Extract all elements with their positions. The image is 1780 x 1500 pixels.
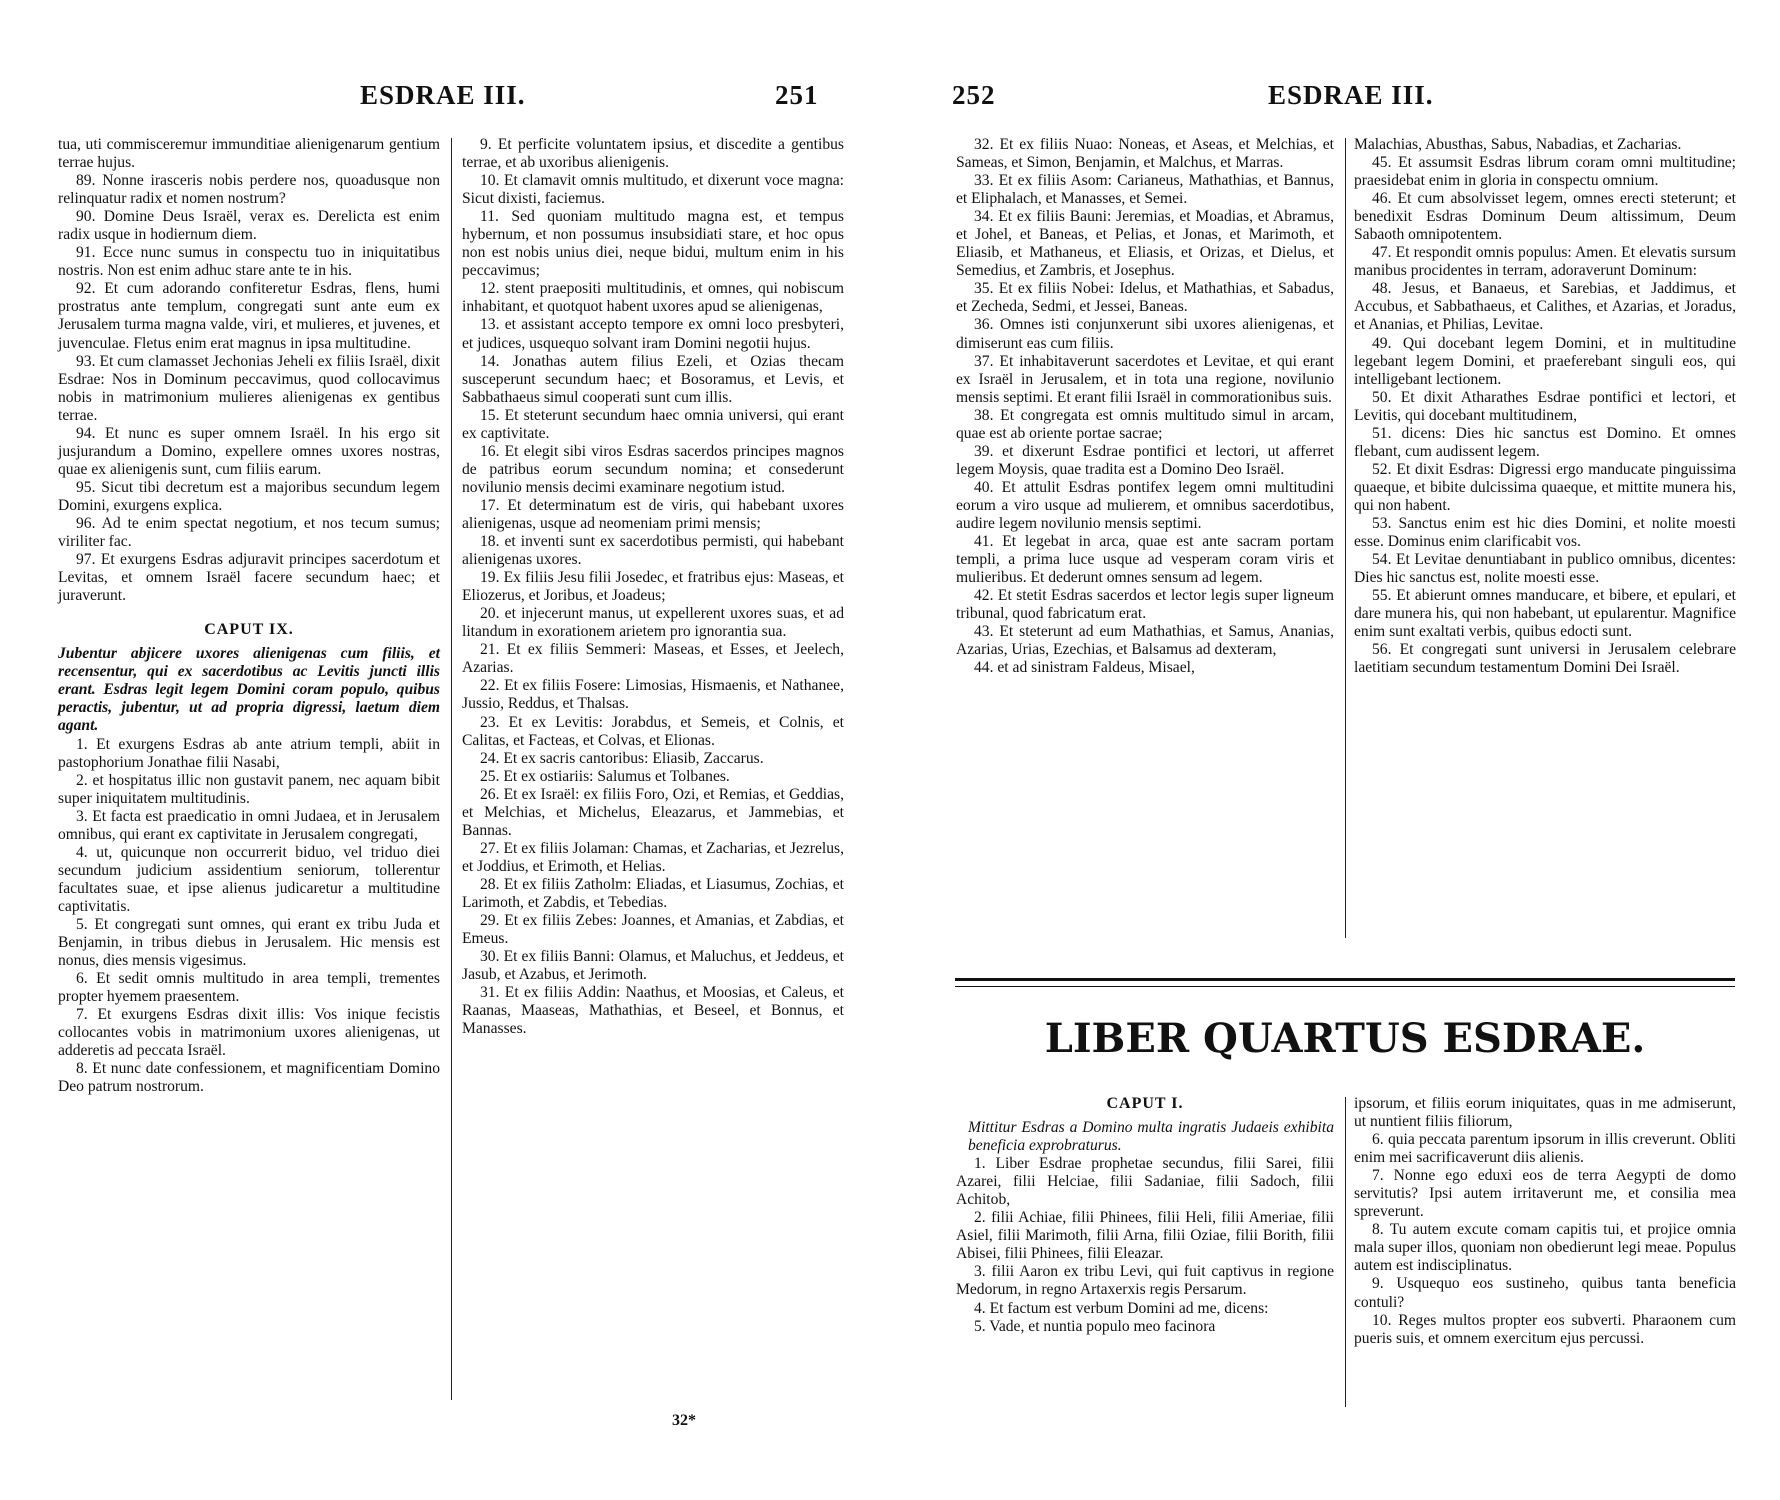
- verse: 9. Usquequo eos sustineho, quibus tanta beneficia contuli?: [1354, 1275, 1736, 1311]
- verse: 1. Liber Esdrae prophetae secundus, filii Sarei, filii Azarei, filii Helciae, filii Sadaniae, filii Sadoch, filii Achitob,: [956, 1155, 1334, 1209]
- verse: 25. Et ex ostiariis: Salumus et Tolbanes.: [480, 767, 730, 785]
- verse: 42. Et stetit Esdras sacerdos et lector legis super ligneum tribunal, quod fabricatum erat.: [956, 587, 1334, 623]
- right-column-1: [956, 136, 1334, 677]
- verse: 41. Et legebat in arca, quae est ante sacram portam templi, a prima luce usque ad vesperam coram viris et mulieribus. Et dederunt omnes sensum ad legem.: [956, 533, 1334, 587]
- left-col1-verses-a: [58, 136, 440, 605]
- verse: tua, uti commisceremur immunditiae alienigenarum gentium terrae hujus.: [58, 136, 440, 172]
- verse: 11. Sed quoniam multitudo magna est, et tempus hybernum, et non possumus insubsidiati stare, et hoc opus non est nobis unius diei, neque bidui, multum enim in his peccavimus;: [462, 208, 844, 280]
- verse: Malachias, Abusthas, Sabus, Nabadias, et Zacharias.: [1354, 136, 1682, 153]
- right-page-number: 252: [952, 80, 996, 110]
- caput-ix-summary: Jubentur abjicere uxores alienigenas cum filiis, et recensentur, qui ex sacerdotibus ac Levitis juncti illis erant. Esdras legit legem Domini coram populo, quibus peractis, jubentur, ut ad propria digressi, laetum diem agant.: [58, 645, 440, 735]
- liber-quartus-column-2: [1354, 1095, 1736, 1348]
- verse: 15. Et steterunt secundum haec omnia universi, qui erant ex captivitate.: [462, 406, 844, 442]
- verse: 26. Et ex Israël: ex filiis Foro, Ozi, et Remias, et Geddias, et Melchias, et Michelus, Eleazarus, et Jammebias, et Bannas.: [462, 785, 844, 839]
- verse: 32. Et ex filiis Nuao: Noneas, et Aseas, et Melchias, et Sameas, et Simon, Benjamin, et Malchus, et Marras.: [956, 136, 1334, 172]
- verse: 93. Et cum clamasset Jechonias Jeheli ex filiis Israël, dixit Esdrae: Nos in Dominum peccavimus, quod collocavimus nobis in matrimonium mulieres alienigenas ex gentibus terrae.: [58, 352, 440, 424]
- verse: 30. Et ex filiis Banni: Olamus, et Maluchus, et Jeddeus, et Jasub, et Azabus, et Jerimoth.: [462, 948, 844, 984]
- verse: 92. Et cum adorando confiteretur Esdras, flens, humi prostratus ante templum, congregati sunt ante eum ex Jerusalem turma magna valde, viri, et mulieres, et juvenes, et juvenculae. Fletus enim erat magnus in ipsa multitudine.: [58, 280, 440, 352]
- verse: 20. et injecerunt manus, ut expellerent uxores suas, et ad litandum in exorationem arietem pro ignorantia sua.: [462, 605, 844, 641]
- book-title: LIBER QUARTUS ESDRAE.: [1044, 1015, 1646, 1062]
- verse: 40. Et attulit Esdras pontifex legem omni multitudini eorum a viro usque ad mulierem, et omnibus sacerdotibus, audire legem novilunio mensis septimi.: [956, 478, 1334, 532]
- verse: 35. Et ex filiis Nobei: Idelus, et Mathathias, et Sabadus, et Zecheda, Sedmi, et Jessei, Baneas.: [956, 280, 1334, 316]
- verse: 45. Et assumsit Esdras librum coram omni multitudine; praesidebat enim in gloria in conspectu omnium.: [1354, 154, 1736, 190]
- verse: 96. Ad te enim spectat negotium, et nos tecum sumus; viriliter fac.: [58, 514, 440, 551]
- signature-mark: 32*: [672, 1412, 696, 1429]
- left-column-divider: [451, 138, 452, 1400]
- verse: 51. dicens: Dies hic sanctus est Domino. Et omnes flebant, cum audissent legem.: [1354, 424, 1736, 460]
- verse: 13. et assistant accepto tempore ex omni loco presbyteri, et judices, usquequo solvant iram Domini negotii hujus.: [462, 316, 844, 352]
- verse: 17. Et determinatum est de viris, qui habebant uxores alienigenas, usque ad neomeniam primi mensis;: [462, 496, 844, 532]
- verse: 6. Et sedit omnis multitudo in area templi, trementes propter hyemem praesentem.: [58, 970, 440, 1006]
- right-header-title: ESDRAE III.: [1268, 80, 1434, 110]
- verse: 5. Vade, et nuntia populo meo facinora: [974, 1317, 1216, 1335]
- liber-col1-verses: [956, 1155, 1334, 1335]
- verse: 90. Domine Deus Israël, verax es. Derelicta est enim radix usque in hodiernum diem.: [58, 208, 440, 244]
- verse: 4. ut, quicunque non occurrerit biduo, vel triduo diei secundum judicium assidentium seniorum, tollerentur facultates suae, et ipse alienus judicaretur a multitudine captivitatis.: [58, 843, 440, 915]
- verse: 37. Et inhabitaverunt sacerdotes et Levitae, et qui erant ex Israël in Jerusalem, et in tota una regione, novilunio mensis septimi. Et erant filii Israël in commorationibus suis.: [956, 352, 1334, 406]
- verse: 44. et ad sinistram Faldeus, Misael,: [974, 659, 1195, 677]
- verse: 50. Et dixit Atharathes Esdrae pontifici et lectori, et Levitis, qui docebant multitudinem,: [1354, 388, 1736, 424]
- verse: 31. Et ex filiis Addin: Naathus, et Moosias, et Caleus, et Raanas, Maaseas, Mathathias, et Beseel, et Bonnus, et Manasses.: [462, 984, 844, 1038]
- verse: 46. Et cum absolvisset legem, omnes erecti steterunt; et benedixit Esdras Dominum Deum altissimum, Deum Sabaoth omnipotentem.: [1354, 190, 1736, 244]
- verse: 6. quia peccata parentum ipsorum in illis creverunt. Obliti enim mei sacrificaverunt diis alienis.: [1354, 1131, 1736, 1167]
- right-column-2: [1354, 136, 1736, 677]
- verse: 4. Et factum est verbum Domini ad me, dicens:: [974, 1299, 1269, 1317]
- verse: 28. Et ex filiis Zatholm: Eliadas, et Liasumus, Zochias, et Larimoth, et Zabdis, et Tebedias.: [462, 875, 844, 911]
- liber-quartus-column-1: [956, 1095, 1334, 1336]
- verse: ipsorum, et filiis eorum iniquitates, quas in me admiserunt, ut nuntient filiis filiorum,: [1354, 1095, 1736, 1131]
- left-col2-verses: [462, 136, 844, 1038]
- left-col1-verses-b: [58, 736, 440, 1097]
- verse: 36. Omnes isti conjunxerunt sibi uxores alienigenas, et dimiserunt eas cum filiis.: [956, 316, 1334, 352]
- verse: 56. Et congregati sunt universi in Jerusalem celebrare laetitiam secundum testamentum Domini Dei Israël.: [1354, 641, 1736, 677]
- verse: 21. Et ex filiis Semmeri: Maseas, et Esses, et Jeelech, Azarias.: [462, 641, 844, 677]
- verse: 19. Ex filiis Jesu filii Josedec, et fratribus ejus: Maseas, et Eliozerus, et Joribus, et Joadeus;: [462, 569, 844, 605]
- verse: 24. Et ex sacris cantoribus: Eliasib, Zaccarus.: [480, 749, 764, 767]
- verse: 10. Reges multos propter eos subverti. Pharaonem cum pueris suis, et omnem exercitum ejus percussi.: [1354, 1311, 1736, 1347]
- caput-i-summary: Mittitur Esdras a Domino multa ingratis Judaeis exhibita beneficia exprobraturus.: [968, 1119, 1334, 1155]
- verse: 16. Et elegit sibi viros Esdras sacerdos principes magnos de patribus eorum secundum nomina; et consederunt novilunio mensis decimi examinare negotium istud.: [462, 442, 844, 496]
- verse: 7. Et exurgens Esdras dixit illis: Vos inique fecistis collocantes vobis in matrimonium uxores alienigenas, ut adderetis ad peccata Israël.: [58, 1006, 440, 1060]
- verse: 54. Et Levitae denuntiabant in publico omnibus, dicentes: Dies hic sanctus est, nolite moesti esse.: [1354, 551, 1736, 587]
- verse: 33. Et ex filiis Asom: Carianeus, Mathathias, et Bannus, et Eliphalach, et Manasses, et Semei.: [956, 172, 1334, 208]
- verse: 38. Et congregata est omnis multitudo simul in arcam, quae est ab oriente portae sacrae;: [956, 406, 1334, 442]
- verse: 34. Et ex filiis Bauni: Jeremias, et Moadias, et Abramus, et Johel, et Baneas, et Pelias, et Jonas, et Marimoth, et Eliasib, et Mathaneus, et Eliasis, et Orizas, et Dielus, et Semedius, et Zambris, et Josephus.: [956, 208, 1334, 280]
- left-column-2: [462, 136, 844, 1038]
- verse: 39. et dixerunt Esdrae pontifici et lectori, ut afferret legem Moysis, quae tradita est a Domino Deo Israël.: [956, 442, 1334, 478]
- verse: 14. Jonathas autem filius Ezeli, et Ozias thecam susceperunt secundum haec; et Bosoramus, et Levis, et Sabbathaeus simul cooperati sunt cum illis.: [462, 352, 844, 406]
- verse: 5. Et congregati sunt omnes, qui erant ex tribu Juda et Benjamin, in tribus diebus in Jerusalem. Hic mensis est nonus, dies mensis vigesimus.: [58, 915, 440, 970]
- verse: 29. Et ex filiis Zebes: Joannes, et Amanias, et Zabdias, et Emeus.: [462, 912, 844, 948]
- caput-ix-heading: CAPUT IX.: [204, 621, 294, 639]
- left-page-number: 251: [775, 80, 819, 110]
- verse: 43. Et steterunt ad eum Mathathias, et Samus, Ananias, Azarias, Urias, Ezechias, et Balsamus ad dexteram,: [956, 623, 1334, 659]
- verse: 89. Nonne irasceris nobis perdere nos, quoadusque non relinquatur radix et nomen nostrum?: [58, 172, 440, 208]
- verse: 55. Et abierunt omnes manducare, et bibere, et epulari, et dare munera his, qui non habebant, ut epularentur. Magnifice enim sunt exaltati verbis, quibus edocti sunt.: [1354, 587, 1736, 641]
- liber-col2-verses: [1354, 1095, 1736, 1348]
- section-double-rule: [955, 978, 1735, 987]
- verse: 52. Et dixit Esdras: Digressi ergo manducate pinguissima quaeque, et bibite dulcissima quaeque, et mittite munera his, qui non habent.: [1354, 460, 1736, 514]
- verse: 12. stent praepositi multitudinis, et omnes, qui nobiscum inhabitant, et quotquot habent uxores apud se alienigenas,: [462, 280, 844, 316]
- verse: 18. et inventi sunt ex sacerdotibus permisti, qui habebant alienigenas uxores.: [462, 533, 844, 569]
- right-col2-verses: [1354, 136, 1736, 677]
- verse: 94. Et nunc es super omnem Israël. In his ergo sit jusjurandum a Domino, expellere omnes uxores nostras, quae ex alienigenis sunt, cum filiis earum.: [58, 424, 440, 478]
- verse: 3. filii Aaron ex tribu Levi, qui fuit captivus in regione Medorum, in regno Artaxerxis regis Persarum.: [956, 1263, 1334, 1299]
- left-column-1: [58, 136, 440, 1096]
- verse: 95. Sicut tibi decretum est a majoribus secundum legem Domini, exurgens explica.: [58, 478, 440, 514]
- verse: 8. Et nunc date confessionem, et magnificentiam Domino Deo patrum nostrorum.: [58, 1060, 440, 1096]
- verse: 22. Et ex filiis Fosere: Limosias, Hismaenis, et Nathanee, Jussio, Reddus, et Thalsas.: [462, 677, 844, 713]
- verse: 7. Nonne ego eduxi eos de terra Aegypti de domo servitutis? Ipsi autem irritaverunt me, et consilia mea spreverunt.: [1354, 1167, 1736, 1221]
- verse: 23. Et ex Levitis: Jorabdus, et Semeis, et Colnis, et Calitas, et Facteas, et Colvas, et Elionas.: [462, 713, 844, 749]
- verse: 2. filii Achiae, filii Phinees, filii Heli, filii Ameriae, filii Asiel, filii Marimoth, filii Arna, filii Oziae, filii Borith, filii Abisei, filii Phinees, filii Eleazar.: [956, 1209, 1334, 1263]
- right-column-divider: [1345, 138, 1346, 938]
- verse: 49. Qui docebant legem Domini, et in multitudine legebant legem Domini, et praeferebant singuli eos, qui intelligebant lectionem.: [1354, 334, 1736, 388]
- verse: 27. Et ex filiis Jolaman: Chamas, et Zacharias, et Jezrelus, et Joddius, et Erimoth, et Helias.: [462, 839, 844, 875]
- verse: 47. Et respondit omnis populus: Amen. Et elevatis sursum manibus procidentes in terram, adoraverunt Dominum:: [1354, 244, 1736, 280]
- verse: 8. Tu autem excute comam capitis tui, et projice omnia mala super illos, quoniam non obedierunt legi meae. Populus autem est indisciplinatus.: [1354, 1221, 1736, 1275]
- left-header-title: ESDRAE III.: [360, 80, 526, 110]
- verse: 91. Ecce nunc sumus in conspectu tuo in iniquitatibus nostris. Non est enim adhuc stare ante te in his.: [58, 244, 440, 280]
- verse: 9. Et perficite voluntatem ipsius, et discedite a gentibus terrae, et ab uxoribus alienigenis.: [462, 136, 844, 172]
- verse: 2. et hospitatus illic non gustavit panem, nec aquam bibit super iniquitatem multitudinis.: [58, 771, 440, 807]
- right-col1-verses: [956, 136, 1334, 677]
- verse: 48. Jesus, et Banaeus, et Sarebias, et Jaddimus, et Accubus, et Sabbathaeus, et Calithes, et Azarias, et Joradus, et Ananias, et Philias, Levitae.: [1354, 280, 1736, 334]
- verse: 10. Et clamavit omnis multitudo, et dixerunt voce magna: Sicut dixisti, faciemus.: [462, 172, 844, 208]
- verse: 1. Et exurgens Esdras ab ante atrium templi, abiit in pastophorium Jonathae filii Nasabi,: [58, 735, 440, 771]
- verse: 97. Et exurgens Esdras adjuravit principes sacerdotum et Levitas, et omnem Israël facere secundum haec; et juraverunt.: [58, 551, 440, 605]
- verse: 3. Et facta est praedicatio in omni Judaea, et in Jerusalem omnibus, qui erant ex captivitate in Jerusalem congregati,: [58, 807, 440, 843]
- caput-i-heading: CAPUT I.: [1106, 1095, 1184, 1112]
- liber-column-divider: [1345, 1097, 1346, 1407]
- verse: 53. Sanctus enim est hic dies Domini, et nolite moesti esse. Dominus enim clarificabit vos.: [1354, 514, 1736, 551]
